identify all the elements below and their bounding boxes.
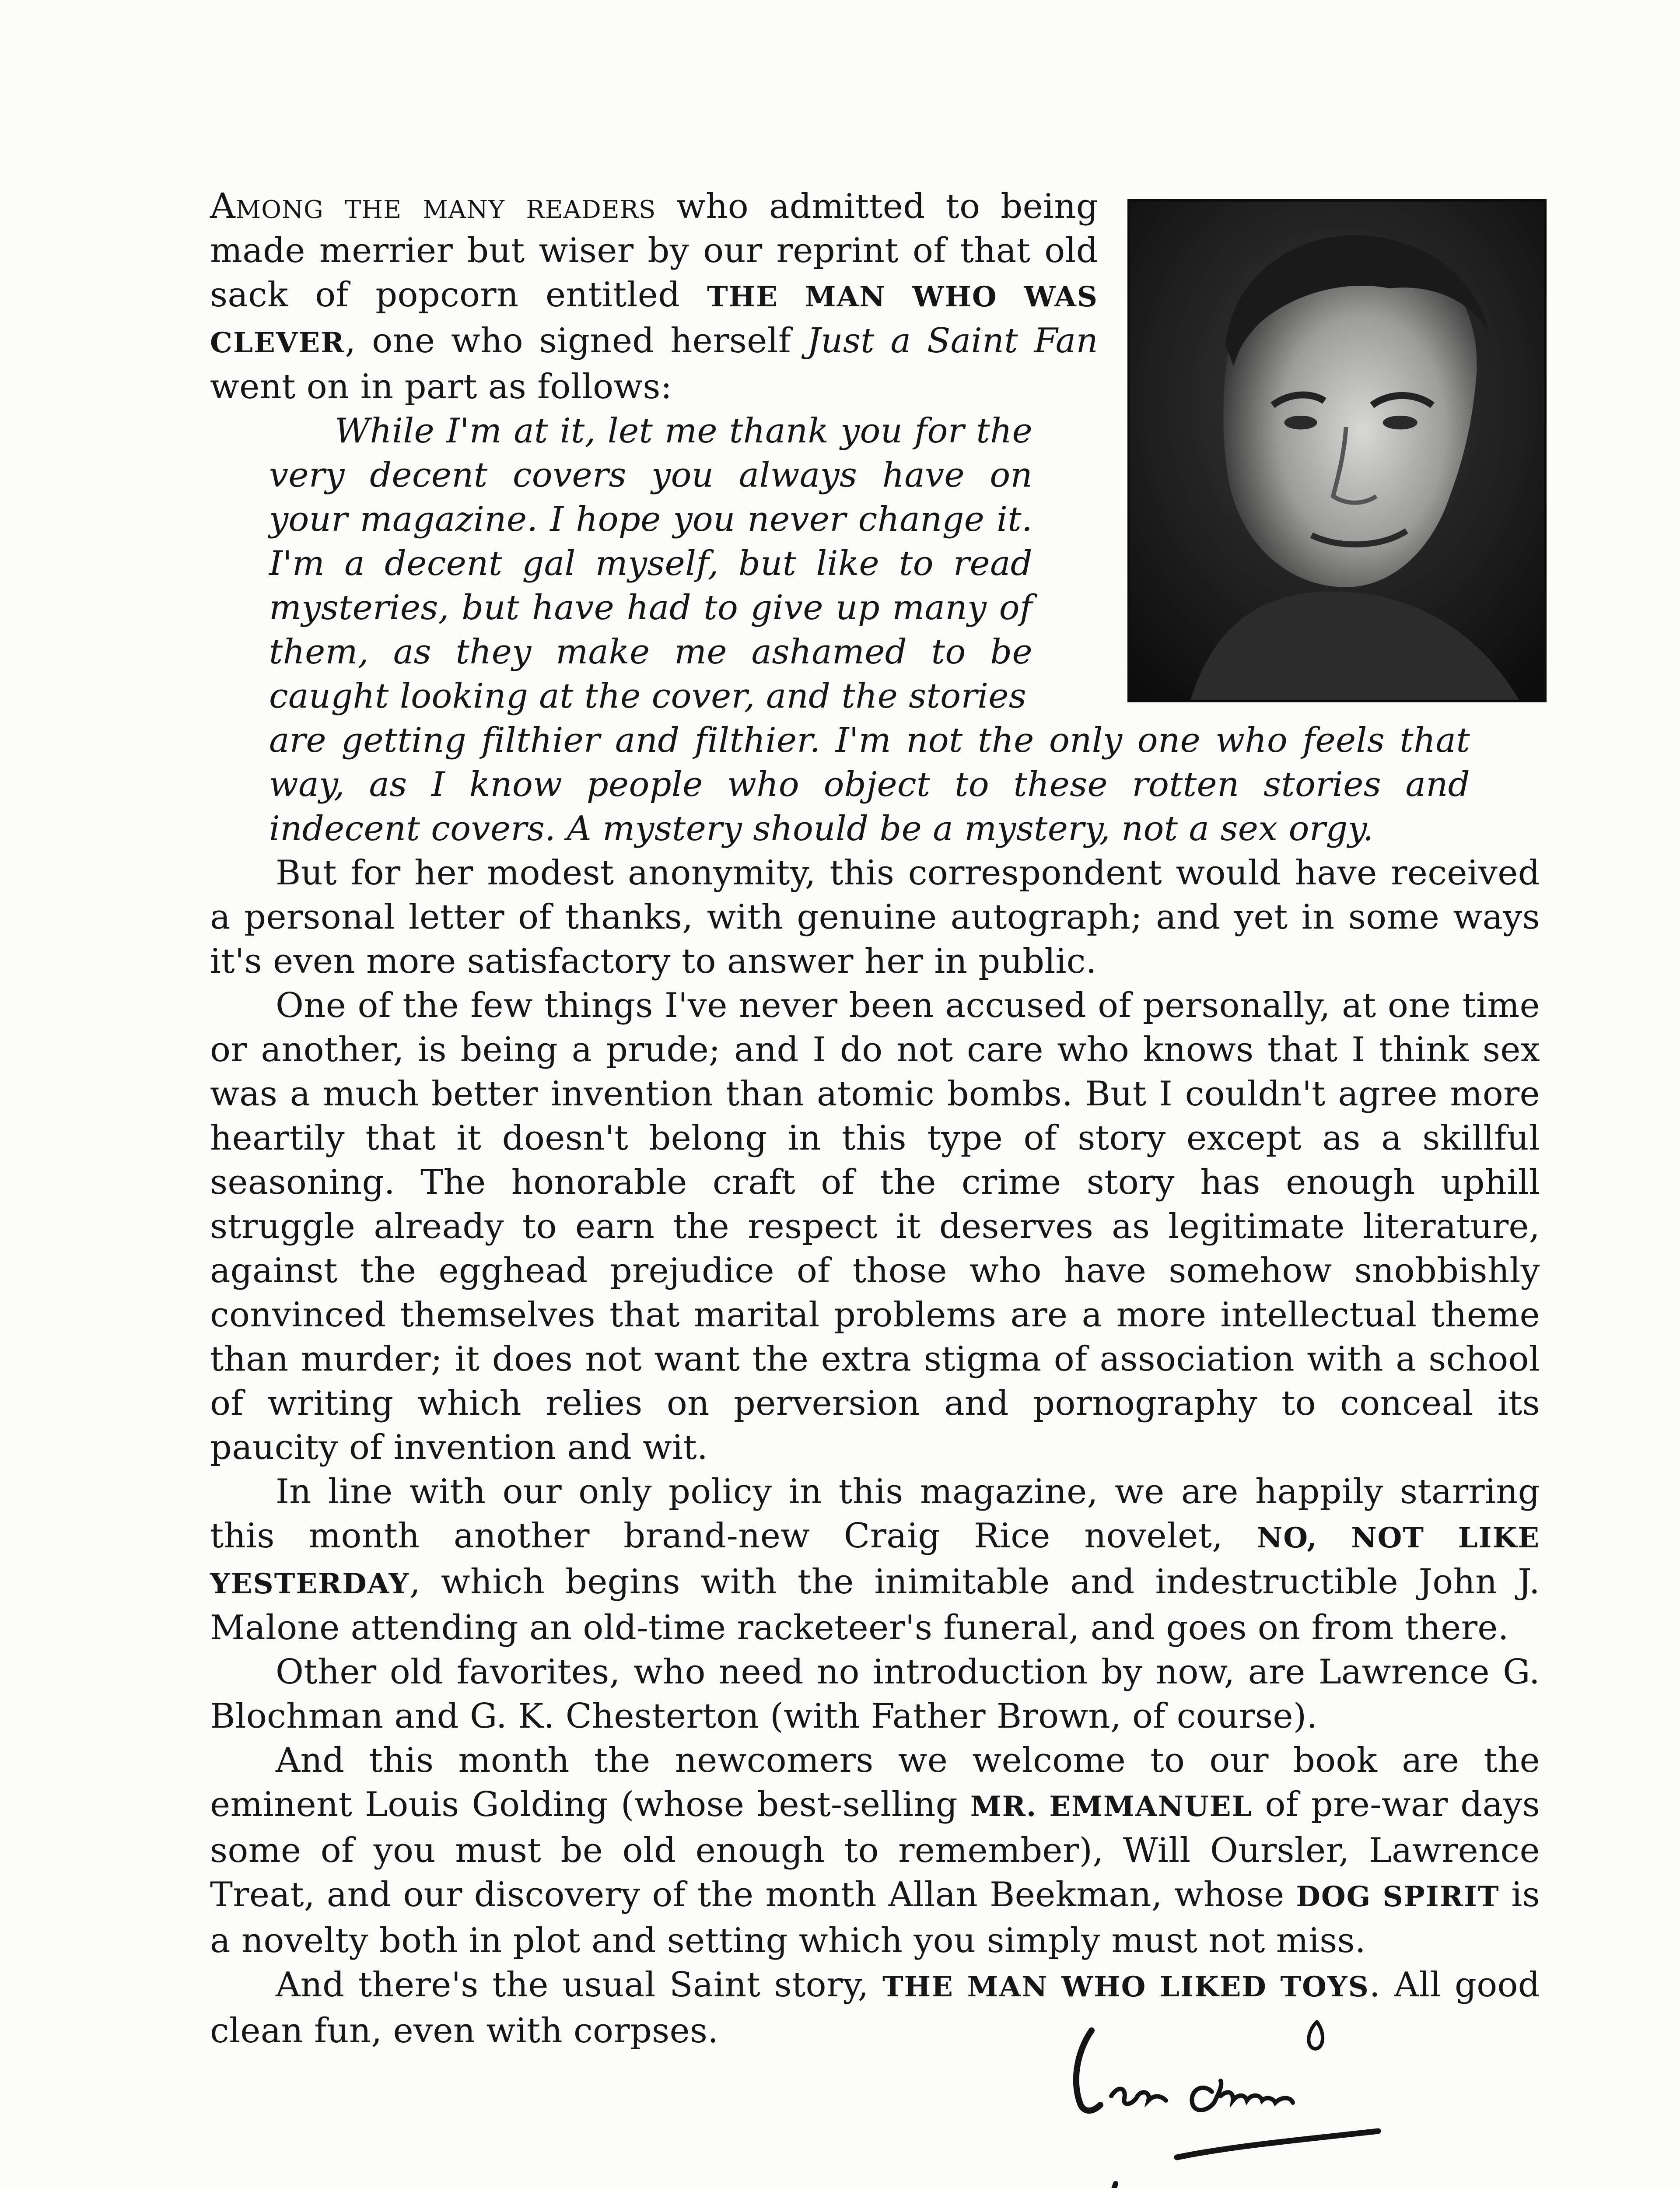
intro-text-2: , one who signed herself bbox=[345, 321, 807, 361]
policy-text-2: , which begins with the inimitable and indestructible John J. Malone attending an old-time racketeer's funeral, and goes on from there. bbox=[210, 1562, 1540, 1648]
signed-name: Just a Saint Fan bbox=[807, 321, 1099, 361]
policy-text-1: In line with our only policy in this magazine, we are happily starring this month another brand-new Craig Rice novelet, bbox=[210, 1472, 1540, 1556]
saint-text-2: . All good clean fun, even with corpses. bbox=[210, 1965, 1540, 2051]
reader-quote-part2: are getting filthier and filthier. I'm not the only one who feels that way, as I know people who object to these rotten stories and indecent covers. A mystery should be a mystery, not a sex orgy. bbox=[269, 721, 1470, 849]
story-title-clever: THE MAN WHO WAS CLEVER bbox=[210, 281, 1099, 359]
story-title-yesterday: NO, NOT LIKE YESTERDAY bbox=[210, 1522, 1540, 1600]
reader-quote-part1: While I'm at it, let me thank you for the very decent covers you always have on your magazine. I hope you never change it. I'm a decent gal myself, but like to read mysteries, but have had to give up many of them, as they make me ashamed to be caught looking at the cover, and the stories bbox=[269, 411, 1032, 716]
newcomers-text-1: And this month the newcomers we welcome to our book are the eminent Louis Golding (whose best-selling bbox=[210, 1741, 1540, 1824]
newcomers-text-3: is a novelty both in plot and setting which you simply must not miss. bbox=[210, 1875, 1540, 1960]
paragraph-anonymity: But for her modest anonymity, this correspondent would have received a personal letter of thanks, with genuine autograph; and yet in some ways it's even more satisfactory to answer her in public. bbox=[210, 853, 1540, 981]
saint-text-1: And there's the usual Saint story, bbox=[276, 1965, 883, 2005]
newcomers-text-2: of pre-war days some of you must be old enough to remember), Will Oursler, Lawrence Treat, and our discovery of the month Allan Beekman, whose bbox=[210, 1785, 1540, 1914]
paragraph-favorites: Other old favorites, who need no introduction by now, are Lawrence G. Blochman and G. K. Chesterton (with Father Brown, of course). bbox=[210, 1652, 1540, 1736]
portrait-illustration bbox=[1130, 202, 1544, 700]
paragraph-policy bbox=[210, 1470, 1540, 1650]
story-title-toys: THE MAN WHO LIKED TOYS bbox=[882, 1971, 1369, 2003]
book-title-emmanuel: MR. EMMANUEL bbox=[970, 1790, 1253, 1823]
lead-smallcaps: Among the many readers bbox=[210, 186, 656, 226]
intro-text-3: went on in part as follows: bbox=[210, 367, 672, 407]
author-portrait-photo bbox=[1127, 199, 1547, 702]
author-signature bbox=[1046, 1995, 1461, 2188]
story-title-dog-spirit: DOG SPIRIT bbox=[1296, 1880, 1500, 1913]
paragraph-newcomers bbox=[210, 1739, 1540, 1963]
paragraph-intro bbox=[210, 184, 1098, 409]
intro-text-1: who admitted to being made merrier but wiser by our reprint of that old sack of popcorn entitled bbox=[210, 187, 1098, 315]
paragraph-prude: One of the few things I've never been accused of personally, at one time or another, is being a prude; and I do not care who knows that I think sex was a much better invention than atomic bombs. But I couldn't agree more heartily that it doesn't belong in this type of story except as a skillful seasoning. The honorable craft of the crime story has enough uphill struggle already to earn the respect it deserves as legitimate literature, against the egghead prejudice of those who have somehow snobbishly convinced themselves that marital problems are a more intellectual theme than murder; it does not want the extra stigma of association with a school of writing which relies on perversion and pornography to conceal its paucity of invention and wit. bbox=[210, 986, 1540, 1467]
